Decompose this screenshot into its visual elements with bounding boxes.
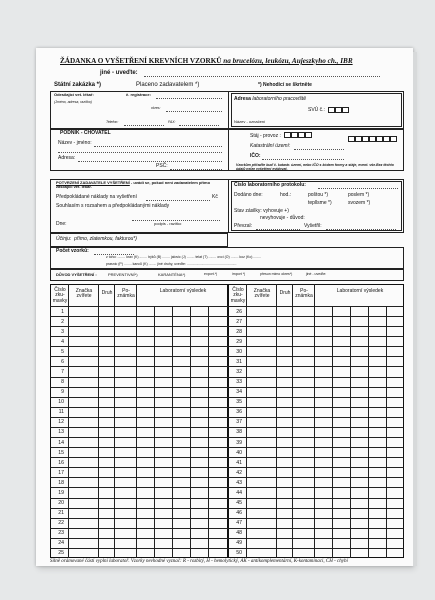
samples-label: Počet vzorků:	[56, 248, 89, 254]
row-number: 4	[61, 338, 64, 345]
breeder-label: PODNIK - CHOVATEL	[60, 130, 111, 136]
table-row[interactable]	[228, 498, 404, 499]
table-row[interactable]	[228, 457, 404, 458]
row-number: 21	[58, 510, 64, 517]
reg-label: č. registrace:	[126, 92, 151, 97]
header-note-right: Po-známka	[295, 288, 313, 300]
table-row[interactable]	[228, 366, 404, 367]
row-number: 12	[58, 419, 64, 426]
courier-option[interactable]: poslem *)	[348, 192, 370, 198]
result-subcolumn-rule-right	[350, 306, 351, 558]
table-row[interactable]	[228, 377, 404, 378]
row-number: 11	[58, 409, 64, 416]
row-number: 35	[236, 399, 242, 406]
row-number: 10	[58, 399, 64, 406]
table-row[interactable]	[50, 508, 228, 509]
row-number: 16	[58, 459, 64, 466]
header-lab-result: Laboratorní výsledek	[159, 288, 207, 294]
header-note: Po-známka	[117, 288, 135, 300]
sampler-name-hint: (Jméno, adresa, razítko)	[54, 100, 92, 104]
row-number: 37	[236, 419, 242, 426]
cadastre-label: Katastrální území:	[250, 143, 291, 149]
district-label: okres:	[151, 106, 161, 110]
table-row[interactable]	[50, 326, 228, 327]
table-row[interactable]	[50, 528, 228, 529]
row-number: 23	[58, 530, 64, 537]
delivered-label: Dodáno dne:	[234, 192, 263, 198]
row-number: 36	[236, 409, 242, 416]
row-number: 1	[61, 308, 64, 315]
row-number: 24	[58, 540, 64, 547]
row-number: 50	[236, 550, 242, 557]
table-row[interactable]	[50, 427, 228, 428]
received-label: Převzal:	[234, 223, 253, 229]
table-row[interactable]	[50, 346, 228, 347]
header-species: Druh	[101, 290, 113, 296]
state-label: Stav zásilky: vyhovuje +)	[234, 208, 289, 214]
table-row[interactable]	[228, 467, 404, 468]
table-row[interactable]	[50, 538, 228, 539]
ico-label: IČO:	[250, 153, 261, 159]
result-subcolumn-rule-left	[172, 306, 173, 558]
row-number: 13	[58, 429, 64, 436]
row-number: 31	[236, 358, 242, 365]
row-number: 42	[236, 469, 242, 476]
row-number: 49	[236, 540, 242, 547]
svu-cell-3[interactable]	[342, 107, 349, 113]
form-title: ŽÁDANKA O VYŠETŘENÍ KREVNÍCH VZORKŮ na brucelózu, leukózu, Aujeszkyho ch., IBR	[60, 57, 353, 65]
reason-label: DŮVOD VYŠETŘENÍ :	[56, 272, 97, 277]
table-row[interactable]	[50, 377, 228, 378]
result-subcolumn-rule-left	[208, 306, 209, 558]
row-number: 45	[236, 500, 242, 507]
agree-label: Souhlasím s rozsahem a předpokládanými náklady	[56, 203, 170, 209]
row-number: 2	[61, 318, 64, 325]
table-row[interactable]	[50, 548, 228, 549]
header-animal-mark: Značka zvířete	[75, 288, 93, 300]
requisition-form-sheet	[36, 48, 413, 566]
samples-line-2: prasnic (P) ........ kanců (K) ........ jiné druhy, uveďte: ...................................................	[106, 262, 237, 266]
table-row[interactable]	[50, 457, 228, 458]
table-row[interactable]	[228, 508, 404, 509]
row-number: 20	[58, 500, 64, 507]
table-row[interactable]	[228, 437, 404, 438]
table-row[interactable]	[228, 487, 404, 488]
table-row[interactable]	[228, 477, 404, 478]
header-lab-result-right: Laboratorní výsledek	[336, 288, 384, 294]
table-row[interactable]	[228, 427, 404, 428]
row-number: 5	[61, 348, 64, 355]
examined-label: Vyšetřil:	[304, 223, 322, 229]
other-label: jiné - uveďte:	[100, 70, 138, 76]
reason-other2[interactable]: jiné - uveďte:	[306, 272, 327, 276]
table-row[interactable]	[50, 356, 228, 357]
row-number: 40	[236, 449, 242, 456]
table-row[interactable]	[228, 447, 404, 448]
purpose-label: Účinju: přímo, zlatemkou, fakturou*)	[56, 236, 137, 242]
row-number: 41	[236, 459, 242, 466]
warm-option[interactable]: tepllsme *)	[308, 200, 332, 206]
table-row[interactable]	[50, 407, 228, 408]
date-label: Dne:	[56, 221, 67, 227]
table-row[interactable]	[50, 387, 228, 388]
row-number: 14	[58, 439, 64, 446]
header-tube-number-right: Číslo zku-mavky	[230, 287, 246, 304]
table-row[interactable]	[50, 336, 228, 337]
row-number: 34	[236, 389, 242, 396]
table-row[interactable]	[50, 316, 228, 317]
svu-label: SVÚ č.:	[308, 107, 325, 113]
row-number: 25	[58, 550, 64, 557]
row-number: 28	[236, 328, 242, 335]
reason-import[interactable]: import *)	[232, 272, 246, 276]
table-row[interactable]	[228, 528, 404, 529]
other-line	[144, 76, 380, 77]
table-row[interactable]	[50, 366, 228, 367]
fax-label: FAX:	[168, 120, 176, 124]
result-subcolumn-rule-left	[154, 306, 155, 558]
state2-label: nevyhovuje - důvod:	[260, 215, 305, 221]
reason-quarantine[interactable]: KARANTÉNA*)	[158, 272, 186, 277]
stable-label: Stáj - provoz :	[250, 133, 281, 139]
table-row[interactable]	[228, 548, 404, 549]
breeder-name-label: Název - jméno:	[58, 140, 92, 146]
row-number: 18	[58, 479, 64, 486]
row-number: 3	[61, 328, 64, 335]
table-row[interactable]	[228, 538, 404, 539]
protocol-label: Číslo laboratorního protokolu:	[234, 182, 306, 188]
row-number: 7	[61, 368, 64, 375]
row-number: 29	[236, 338, 242, 345]
row-number: 47	[236, 520, 242, 527]
table-row[interactable]	[228, 306, 404, 307]
lab-stamp-label: Název - označení	[234, 119, 266, 124]
header-species-right: Druh	[279, 290, 291, 296]
row-number: 33	[236, 379, 242, 386]
row-number: 27	[236, 318, 242, 325]
confirm-label: POTVRZENÍ ZADAVATELE VYŠETŘENÍ - uvádí se, pokud není zadavatelem přímo zasílající vet. lékař.	[56, 180, 211, 190]
row-number: 8	[61, 379, 64, 386]
state-order[interactable]: Státní zakázka *)	[54, 82, 102, 88]
row-number: 6	[61, 358, 64, 365]
table-row[interactable]	[50, 467, 228, 468]
table-row[interactable]	[50, 518, 228, 519]
svu-cell-2[interactable]	[335, 107, 342, 113]
reason-block	[50, 269, 404, 281]
svu-cell-1[interactable]	[328, 107, 335, 113]
reason-preventive[interactable]: PREVENTIVNÍ*)	[108, 272, 138, 277]
table-row[interactable]	[228, 316, 404, 317]
header-tube-number: Číslo zku-mavky	[52, 287, 68, 304]
table-row[interactable]	[228, 336, 404, 337]
row-number: 44	[236, 489, 242, 496]
table-row[interactable]	[50, 477, 228, 478]
footer-note: Silně orámované části vyplní laboratoř. Vzorky nevhodné vyznač: R - rozbitý, H - hemolytický, AK - antikomplementární, K-kontaminaci, CH - chybí	[50, 559, 348, 564]
reason-export[interactable]: export.*)	[204, 272, 218, 276]
table-row[interactable]	[50, 498, 228, 499]
row-number: 39	[236, 439, 242, 446]
lab-address-label: Adresa laboratorního pracoviště	[234, 96, 306, 102]
row-number: 32	[236, 368, 242, 375]
breeder-psc-label: PSČ:	[156, 163, 168, 169]
sampler-label: Odesílající vet. lékař:	[54, 92, 94, 97]
sign-label: podpis - razítko	[154, 221, 182, 226]
row-number: 38	[236, 429, 242, 436]
table-row[interactable]	[228, 326, 404, 327]
header-animal-mark-right: Značka zvířete	[253, 288, 271, 300]
table-row[interactable]	[50, 437, 228, 438]
result-subcolumn-rule-left	[190, 306, 191, 558]
breeder-note: Vzorkům přiřaďte buď č. katastr. území, nebo IČO s kódem formy a stáje, event. vše.Bez těchto údajů nelze vyšetření evidovat.	[236, 163, 394, 172]
samples-line-1: z toho: ........ krav (K) ........ býků (B) ........ jalovic (J) ........ telat (T) ........ ovcí (O) ........ koz (Ko) ........	[106, 255, 262, 259]
table-row[interactable]	[228, 387, 404, 388]
table-row[interactable]	[228, 346, 404, 347]
currency-label: Kč	[212, 194, 218, 200]
row-number: 30	[236, 348, 242, 355]
table-row[interactable]	[228, 518, 404, 519]
row-number: 15	[58, 449, 64, 456]
table-row[interactable]	[228, 356, 404, 357]
row-number: 22	[58, 520, 64, 527]
hour-label: hod.:	[280, 192, 292, 198]
breeder-address-label: Adresa:	[58, 155, 76, 161]
table-row[interactable]	[50, 417, 228, 418]
mail-option[interactable]: poštou *)	[308, 192, 329, 198]
table-row[interactable]	[50, 447, 228, 448]
row-number: 9	[61, 389, 64, 396]
table-row[interactable]	[228, 417, 404, 418]
cold-option[interactable]: svozem *)	[348, 200, 371, 206]
table-row[interactable]	[228, 397, 404, 398]
result-subcolumn-rule-right	[332, 306, 333, 558]
row-number: 43	[236, 479, 242, 486]
phone-label: Telefon:	[106, 120, 119, 124]
table-row[interactable]	[50, 306, 228, 307]
table-row[interactable]	[228, 407, 404, 408]
costs-label: Předpokládané náklady na vyšetření	[56, 194, 137, 200]
strike-note: *) Nehodící se škrtněte	[258, 82, 312, 88]
row-number: 17	[58, 469, 64, 476]
table-row[interactable]	[50, 397, 228, 398]
row-number: 46	[236, 510, 242, 517]
row-number: 26	[236, 308, 242, 315]
paid-by[interactable]: Placeno zadavatelem *)	[136, 82, 200, 88]
row-number: 19	[58, 489, 64, 496]
result-subcolumn-rule-right	[386, 306, 387, 558]
row-number: 48	[236, 530, 242, 537]
table-row[interactable]	[50, 487, 228, 488]
result-subcolumn-rule-right	[368, 306, 369, 558]
reason-other[interactable]: přesun mimo okres*)	[260, 272, 293, 276]
